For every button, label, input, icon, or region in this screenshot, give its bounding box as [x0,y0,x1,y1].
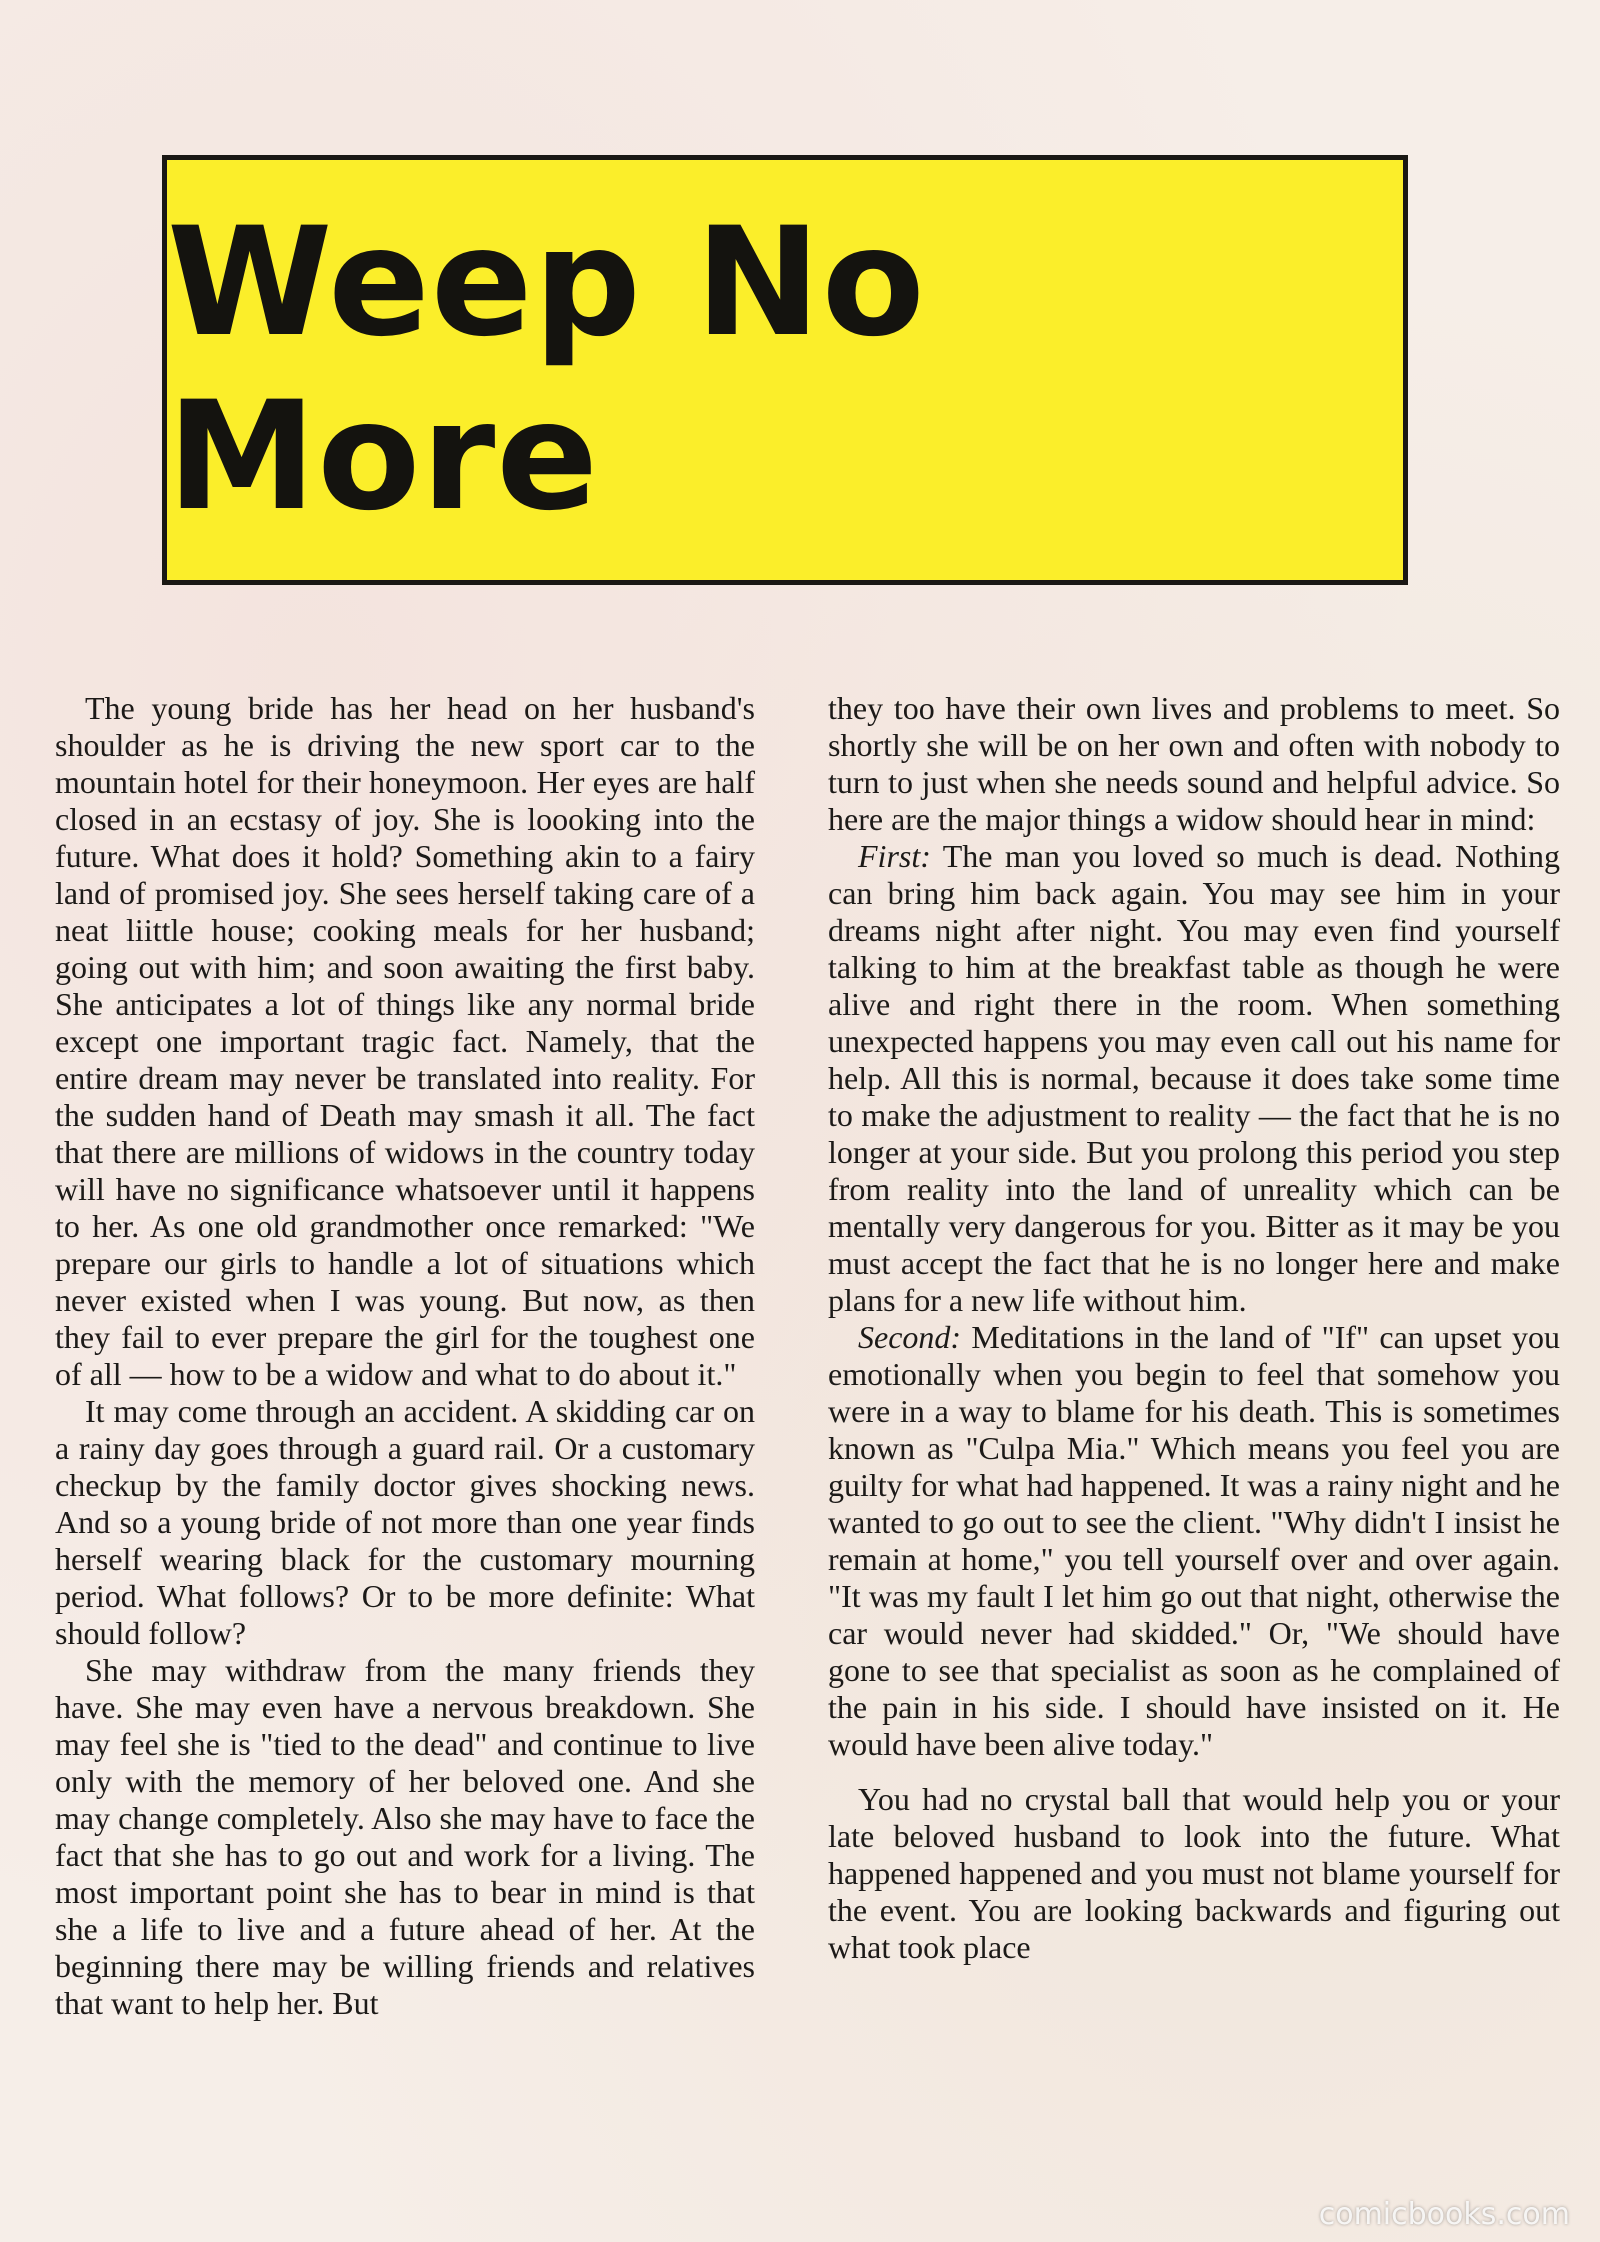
page-title: Weep No More [167,196,926,544]
paragraph-text: Meditations in the land of "If" can upset you emotionally when you begin to feel that somehow you were in a way to blame for his death. This is sometimes known as "Culpa Mia." Which means you feel you are guilty for what had happened. It was a rainy night and he wanted to go out to see the client. "Why didn't I insist he remain at home," you tell yourself over and over again. "It was my fault I let him go out that night, otherwise the car would never had skidded." Or, "We should have gone to see that specialist as soon as he complained of the pain in his side. I should have insisted on it. He would have been alive today." [828,1319,1560,1762]
title-banner [162,155,1408,585]
right-column [828,690,1560,1966]
watermark: comicbooks.com [1318,2197,1570,2232]
paragraph: She may withdraw from the many friends they have. She may even have a nervous breakdown. She may feel she is "tied to the dead" and continue to live only with the memory of her beloved one. And she may change completely. Also she may have to face the fact that she has to go out and work for a living. The most important point she has to bear in mind is that she a life to live and a future ahead of her. At the beginning there may be willing friends and relatives that want to help her. But [55,1652,755,2021]
paragraph: The young bride has her head on her husband's shoulder as he is driving the new sport car to the mountain hotel for their honeymoon. Her eyes are half closed in an ecstasy of joy. She is loooking into the future. What does it hold? Something akin to a fairy land of promised joy. She sees herself taking care of a neat liittle house; cooking meals for her husband; going out with him; and soon awaiting the first baby. She anticipates a lot of things like any normal bride except one important tragic fact. Namely, that the entire dream may never be translated into reality. For the sudden hand of Death may smash it all. The fact that there are millions of widows in the country today will have no significance whatsoever until it happens to her. As one old grandmother once remarked: "We prepare our girls to handle a lot of situations which never existed when I was young. But now, as then they fail to ever prepare the girl for the toughest one of all — how to be a widow and what to do about it." [55,690,755,1392]
paragraph: It may come through an accident. A skidding car on a rainy day goes through a guard rail. Or a customary checkup by the family doctor gives shocking news. And so a young bride of not more than one year finds herself wearing black for the customary mourning period. What follows? Or to be more definite: What should follow? [55,1393,755,1651]
paragraph-text: they too have their own lives and problems to meet. So shortly she will be on her own and often with nobody to turn to just when she needs sound and helpful advice. So here are the major things a widow should hear in mind: [828,690,1560,837]
paragraph-lead: Second: [858,1319,962,1355]
paragraph-text: The man you loved so much is dead. Nothing can bring him back again. You may see him in your dreams night after night. You may even find yourself talking to him at the breakfast table as though he were alive and right there in the room. When something unexpected happens you may even call out his name for help. All this is normal, because it does take some time to make the adjustment to reality — the fact that he is no longer at your side. But you prolong this period you step from reality into the land of unreality which can be mentally very dangerous for you. Bitter as it may be you must accept the fact that he is no longer here and make plans for a new life without him. [828,838,1560,1318]
paragraph [828,1781,1560,1966]
paragraph-lead: First: [858,838,931,874]
left-column [55,690,755,2022]
paragraph [828,838,1560,1319]
paragraph [828,690,1560,838]
paragraph [828,1319,1560,1763]
paragraph-text: You had no crystal ball that would help you or your late beloved husband to look into the future. What happened happened and you must not blame yourself for the event. You are looking backwards and figuring out what took place [828,1781,1560,1965]
